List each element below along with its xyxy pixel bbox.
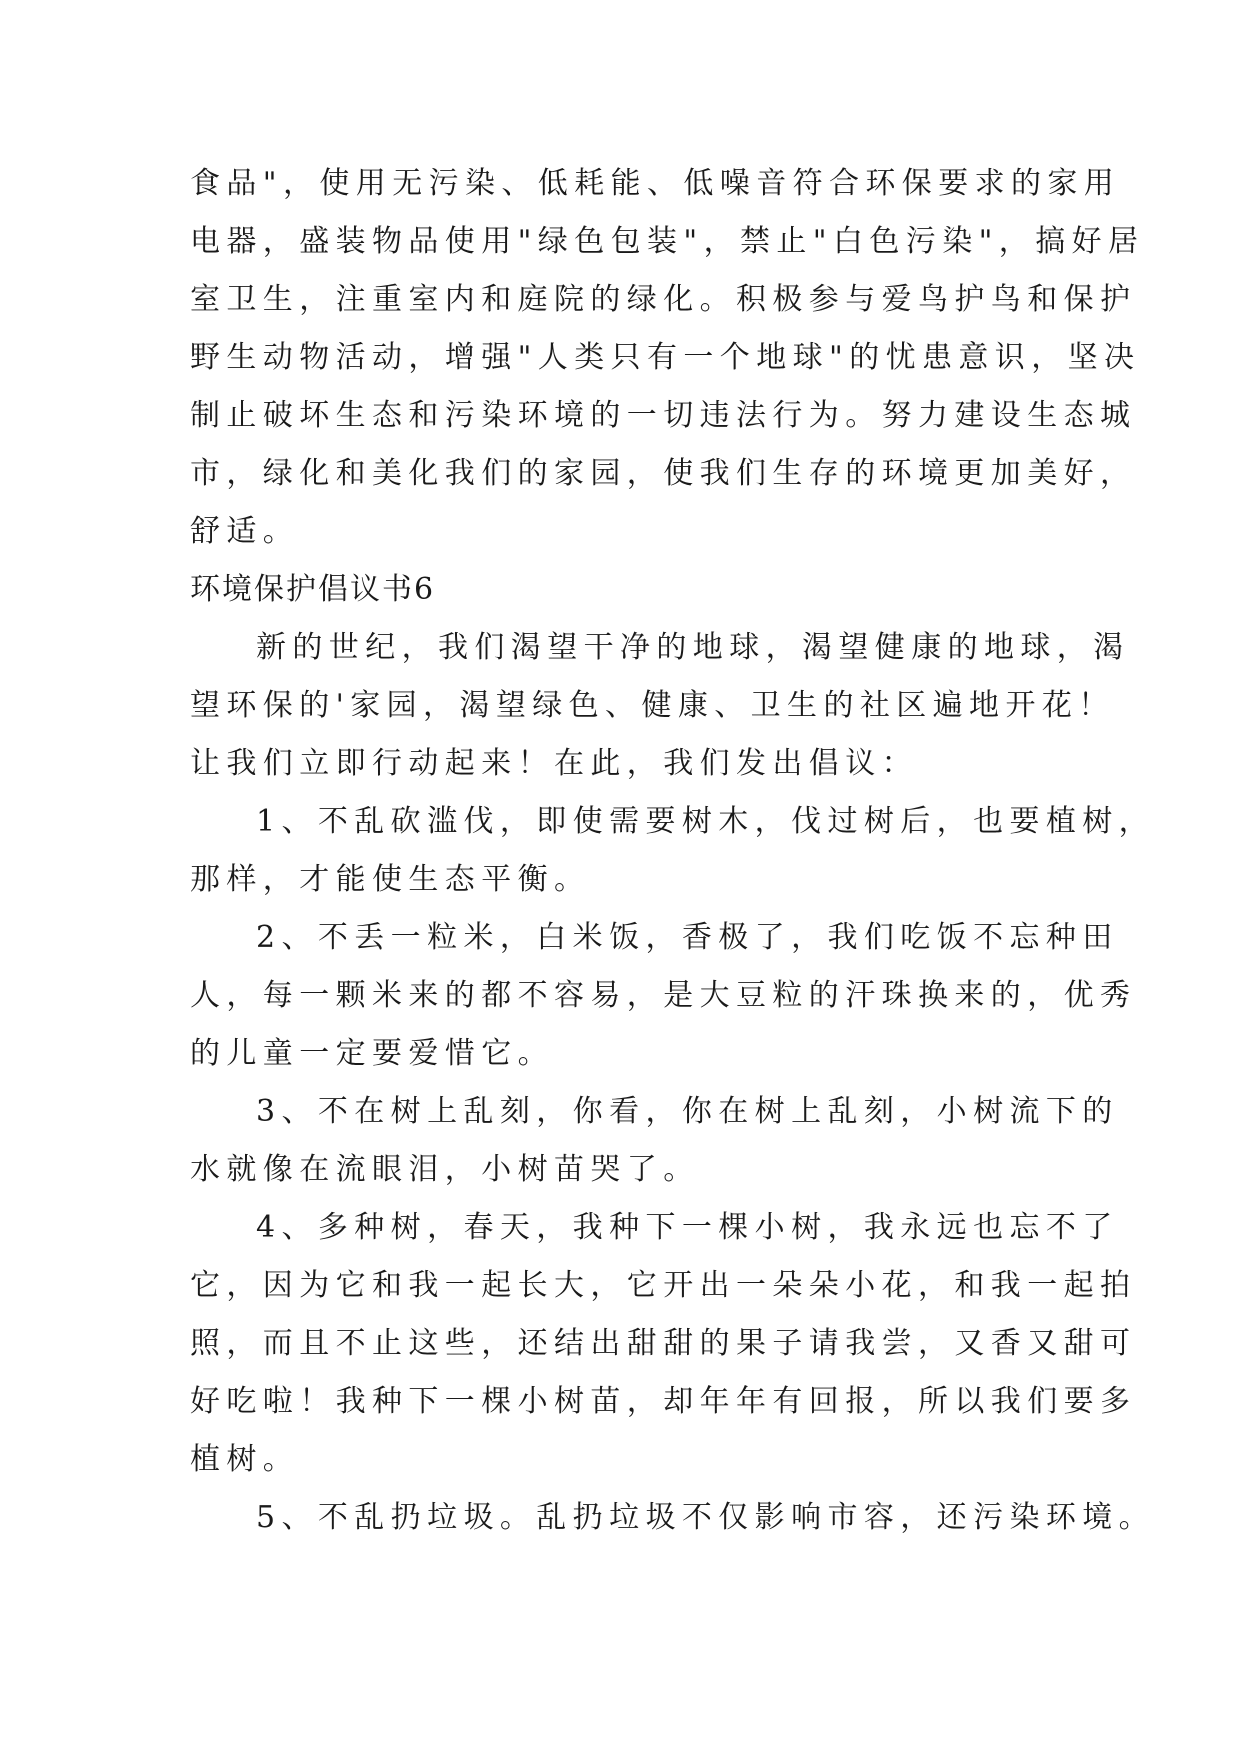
text-line: 电器，盛装物品使用"绿色包装"，禁止"白色污染"，搞好居 (190, 224, 1145, 259)
list-item-4: 4、多种树，春天，我种下一棵小树，我永远也忘不了 (256, 1210, 1119, 1245)
text-line: 植树。 (190, 1442, 300, 1477)
text-line: 制止破坏生态和污染环境的一切违法行为。努力建设生态城 (190, 398, 1137, 433)
text-line: 食品"，使用无污染、低耗能、低噪音符合环保要求的家用 (190, 166, 1121, 201)
list-item-2: 2、不丢一粒米，白米饭，香极了，我们吃饭不忘种田 (256, 920, 1119, 955)
text-line: 好吃啦！我种下一棵小树苗，却年年有回报，所以我们要多 (190, 1384, 1137, 1419)
text-line: 照，而且不止这些，还结出甜甜的果子请我尝，又香又甜可 (190, 1326, 1137, 1361)
text-line: 舒适。 (190, 514, 300, 549)
text-line: 望环保的'家园，渴望绿色、健康、卫生的社区遍地开花！ (190, 688, 1115, 723)
section-heading: 环境保护倡议书6 (190, 572, 436, 607)
text-line: 的儿童一定要爱惜它。 (190, 1036, 554, 1071)
text-line: 让我们立即行动起来！在此，我们发出倡议： (190, 746, 918, 781)
text-line: 它，因为它和我一起长大，它开出一朵朵小花，和我一起拍 (190, 1268, 1137, 1303)
list-item-1: 1、不乱砍滥伐，即使需要树木，伐过树后，也要植树， (256, 804, 1156, 839)
text-line: 室卫生，注重室内和庭院的绿化。积极参与爱鸟护鸟和保护 (190, 282, 1137, 317)
text-line: 新的世纪，我们渴望干净的地球，渴望健康的地球，渴 (256, 630, 1130, 665)
list-item-3: 3、不在树上乱刻，你看，你在树上乱刻，小树流下的 (256, 1094, 1119, 1129)
document-body (190, 155, 1156, 1547)
text-line: 水就像在流眼泪，小树苗哭了。 (190, 1152, 700, 1187)
text-line: 人，每一颗米来的都不容易，是大豆粒的汗珠换来的，优秀 (190, 978, 1137, 1013)
text-line: 市，绿化和美化我们的家园，使我们生存的环境更加美好， (190, 456, 1137, 491)
text-line: 野生动物活动，增强"人类只有一个地球"的忧患意识，坚决 (190, 340, 1141, 375)
list-item-5: 5、不乱扔垃圾。乱扔垃圾不仅影响市容，还污染环境。 (256, 1500, 1156, 1535)
text-line: 那样，才能使生态平衡。 (190, 862, 591, 897)
